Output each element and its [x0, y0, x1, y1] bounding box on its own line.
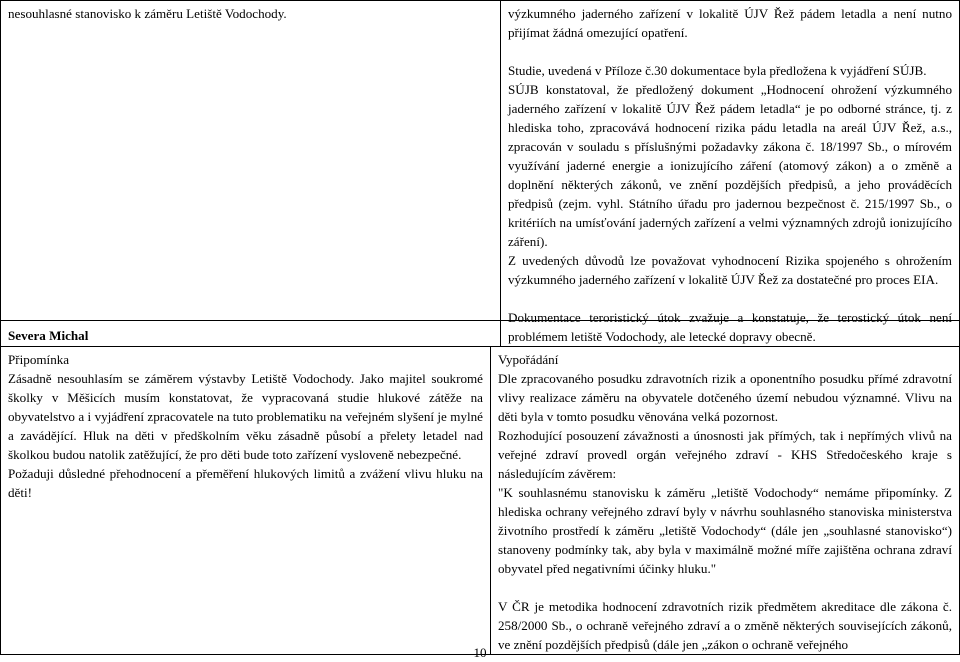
top-left-cell: [1, 1, 501, 347]
paragraph: výzkumného jaderného zařízení v lokalitě ÚJV Řež pádem letadla a není nutno přijímat žádná omezující opatření.: [508, 6, 952, 40]
paragraph: "K souhlasnému stanovisku k záměru „letiště Vodochody“ nemáme připomínky. Z hlediska ochrany veřejného zdraví byly v návrhu souhlasného stanoviska ministerstva životního prostředí k záměru „letiště Vodochody“ (dále jen „souhlasné stanovisko“) stanoveny podmínky tak, aby byla v maximálně možné míře zajištěna ochrana zdraví obyvatel před negativními účinky hluku.": [498, 485, 952, 576]
paragraph: Dokumentace teroristický útok zvažuje a konstatuje, že terostický útok není problémem letiště Vodochody, ale letecké dopravy obecně.: [508, 310, 952, 344]
page-number: 10: [473, 645, 487, 660]
paragraph: Zásadně nesouhlasím se záměrem výstavby Letiště Vodochody. Jako majitel soukromé školky v Měšicích musím konstatovat, že vypracovaná studie hlukové zátěže na obyvatelstvo a i vyjádření zpracovatele na tuto problematiku na veřejném slyšení je mylné a zavádějící. Hluk na děti v předškolním věku zásadně působí a přelety letadel nad školkou budou natolik zatěžující, že pro děti bude toto zařízení vysloveně nebezpečné.: [8, 371, 483, 462]
response-heading: Vypořádání: [498, 352, 559, 367]
top-right-cell: [501, 1, 960, 347]
paragraph: SÚJB konstatoval, že předložený dokument „Hodnocení ohrožení výzkumného jaderného zařízení v lokalitě ÚJV Řež pádem letadla“ je po odborné stránce, tj. z hlediska toho, zpracovává hodnocení rizika pádu letadla na areál ÚJV Řež, a.s., zpracován v souladu s příslušnými požadavky zákona č. 18/1997 Sb., o mírovém využívání jaderné energie a ionizujícího záření (atomový zákon) a o změně a doplnění některých zákonů, ve znění pozdějších předpisů, a jeho prováděcích předpisů (zejm. vyhl. Státního úřadu pro jadernou bezpečnost č. 215/1997 Sb., o kritériích na umísťování jaderných zařízení a velmi významných zdrojů ionizujícího záření).: [508, 82, 952, 249]
paragraph: Studie, uvedená v Příloze č.30 dokumentace byla předložena k vyjádření SÚJB.: [508, 63, 927, 78]
table-row: [1, 321, 960, 347]
bottom-table: [0, 320, 960, 655]
table-row: [1, 1, 960, 347]
paragraph: Z uvedených důvodů lze považovat vyhodnocení Rizika spojeného s ohrožením výzkumného jaderného zařízení v lokalitě ÚJV Řež za dostatečné pro proces EIA.: [508, 253, 952, 287]
comment-heading: Připomínka: [8, 352, 70, 367]
paragraph: Rozhodující posouzení závažnosti a únosnosti jak přímých, tak i nepřímých vlivů na veřejné zdraví provedl orgán veřejného zdraví - KHS Středočeského kraje s následujícím závěrem:: [498, 428, 952, 481]
commenter-name: Severa Michal: [8, 328, 89, 343]
top-left-text: nesouhlasné stanovisko k záměru Letiště Vodochody.: [8, 6, 287, 21]
name-cell: [1, 321, 960, 347]
comment-cell: [1, 347, 491, 655]
paragraph: V ČR je metodika hodnocení zdravotních rizik předmětem akreditace dle zákona č. 258/2000 Sb., o ochraně veřejného zdraví a o změně některých souvisejících zákonů, ve znění pozdějších předpisů (dále jen „zákon o ochraně veřejného: [498, 599, 952, 652]
response-cell: [491, 347, 960, 655]
table-row: [1, 347, 960, 655]
paragraph: Požaduji důsledné přehodnocení a přeměření hlukových limitů a zvážení vlivu hluku na děti!: [8, 466, 483, 500]
paragraph: Dle zpracovaného posudku zdravotních rizik a oponentního posudku přímé zdravotní vlivy realizace záměru na obyvatele dotčeného území nebudou významné. Vlivu na děti byla v tomto posudku věnována velká pozornost.: [498, 371, 952, 424]
